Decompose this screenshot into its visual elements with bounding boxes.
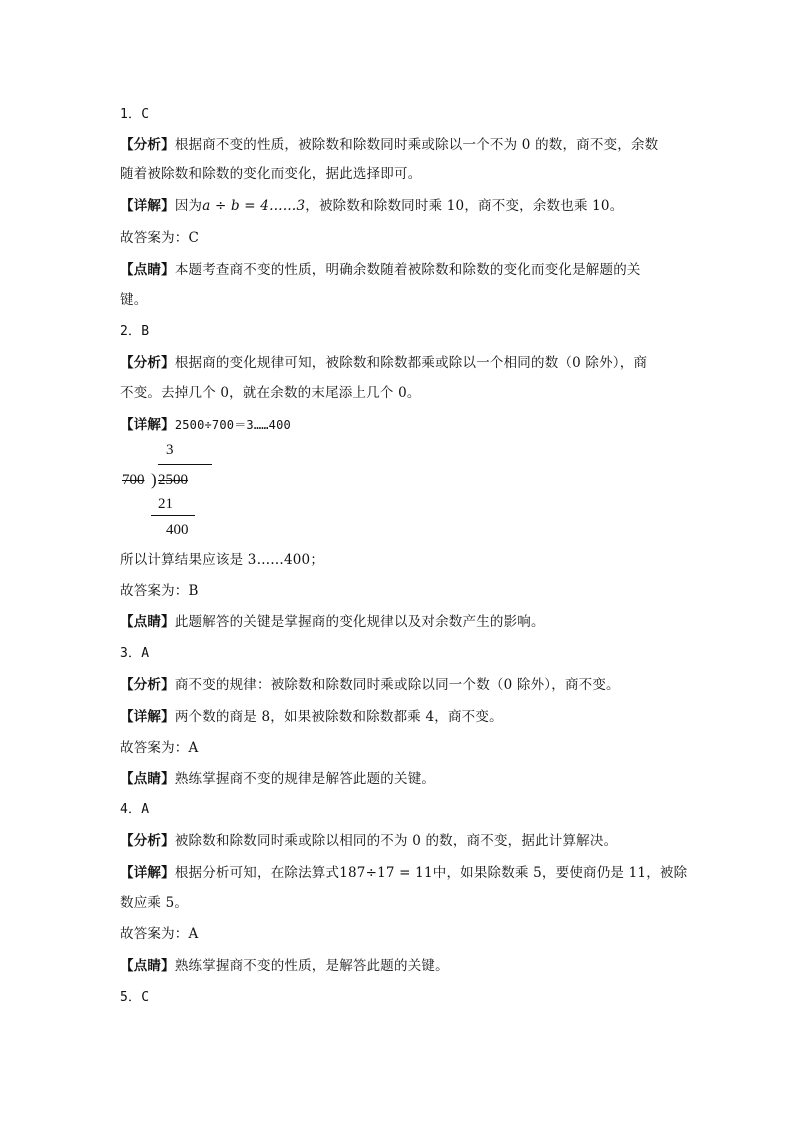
q3-comment-text: 熟练掌握商不变的规律是解答此题的关键。 xyxy=(174,771,436,787)
q3-detail-text: 两个数的商是 8，如果被除数和除数都乘 4，商不变。 xyxy=(174,709,503,725)
q2-answer: 2．B xyxy=(120,324,150,339)
q2-conclusion: 所以计算结果应该是 3……400； xyxy=(120,552,325,568)
q2-result: 故答案为：B xyxy=(120,583,199,599)
q1-detail-text-a: 因为 xyxy=(174,198,203,214)
q3-comment xyxy=(120,770,435,788)
q4-detail-tag: 【详解】 xyxy=(120,865,175,881)
q4-comment-tag: 【点睛】 xyxy=(120,958,175,974)
q2-comment xyxy=(120,613,545,631)
q3-result: 故答案为：A xyxy=(120,740,199,756)
q2-analysis xyxy=(120,354,647,372)
q1-analysis xyxy=(120,136,658,154)
q4-comment xyxy=(120,957,449,975)
q4-comment-text: 熟练掌握商不变的性质，是解答此题的关键。 xyxy=(174,958,449,974)
q1-answer: 1．C xyxy=(120,107,150,122)
q1-analysis-text-1: 根据商不变的性质，被除数和除数同时乘或除以一个不为 0 的数，商不变，余数 xyxy=(174,137,659,153)
q1-detail-math: a ÷ b = 4……3 xyxy=(202,198,306,214)
q1-analysis-cont: 随着被除数和除数的变化而变化，据此选择即可。 xyxy=(120,166,422,182)
long-division-divisor: 700 xyxy=(122,472,145,488)
q2-detail-text: 2500÷700＝3……400 xyxy=(174,418,291,432)
q5-answer: 5．C xyxy=(120,990,150,1005)
q2-analysis-text-1: 根据商的变化规律可知，被除数和除数都乘或除以一个相同的数（0 除外），商 xyxy=(174,355,648,371)
q3-detail xyxy=(120,708,503,726)
q1-detail xyxy=(120,197,623,215)
q3-detail-tag: 【详解】 xyxy=(120,709,175,725)
q1-detail-tag: 【详解】 xyxy=(120,198,175,214)
q4-analysis-text: 被除数和除数同时乘或除以相同的不为 0 的数，商不变，据此计算解决。 xyxy=(174,833,618,849)
q4-detail-text-a: 根据分析可知，在除法算式 xyxy=(174,865,340,881)
q1-comment-text-1: 本题考查商不变的性质，明确余数随着被除数和除数的变化而变化是解题的关 xyxy=(174,262,641,278)
long-division-product: 21 xyxy=(158,496,173,512)
q2-comment-text: 此题解答的关键是掌握商的变化规律以及对余数产生的影响。 xyxy=(174,614,545,630)
q4-result: 故答案为：A xyxy=(120,926,199,942)
q4-detail xyxy=(120,864,687,882)
division-bar xyxy=(158,464,212,465)
division-bracket: ) xyxy=(151,470,157,489)
q4-analysis xyxy=(120,832,617,850)
q4-detail-cont: 数应乘 5。 xyxy=(120,895,189,911)
q3-answer: 3．A xyxy=(120,646,150,661)
long-division-remainder: 400 xyxy=(166,522,189,538)
long-division-dividend: 2500 xyxy=(158,472,188,488)
q1-result: 故答案为：C xyxy=(120,230,200,246)
q1-comment-tag: 【点睛】 xyxy=(120,262,175,278)
q4-answer: 4．A xyxy=(120,802,150,817)
long-division xyxy=(118,440,208,540)
q2-analysis-cont: 不变。去掉几个 0，就在余数的末尾添上几个 0。 xyxy=(120,385,421,401)
q1-comment-cont: 键。 xyxy=(120,292,148,308)
q4-detail-text-b: 中，如果除数乘 5，要使商仍是 11，被除 xyxy=(432,865,688,881)
q2-detail-tag: 【详解】 xyxy=(120,417,175,433)
q1-analysis-tag: 【分析】 xyxy=(120,137,175,153)
q1-detail-text-b: ，被除数和除数同时乘 10，商不变，余数也乘 10。 xyxy=(305,198,624,214)
q1-comment xyxy=(120,261,641,279)
subtraction-line xyxy=(151,515,195,516)
long-division-quotient: 3 xyxy=(166,442,174,458)
q4-analysis-tag: 【分析】 xyxy=(120,833,175,849)
q4-detail-math: 187÷17 = 11 xyxy=(339,865,433,881)
q3-analysis xyxy=(120,676,620,694)
q3-comment-tag: 【点睛】 xyxy=(120,771,175,787)
q2-detail xyxy=(120,416,291,434)
q2-analysis-tag: 【分析】 xyxy=(120,355,175,371)
q3-analysis-tag: 【分析】 xyxy=(120,677,175,693)
q2-comment-tag: 【点睛】 xyxy=(120,614,175,630)
q3-analysis-text: 商不变的规律：被除数和除数同时乘或除以同一个数（0 除外），商不变。 xyxy=(174,677,620,693)
